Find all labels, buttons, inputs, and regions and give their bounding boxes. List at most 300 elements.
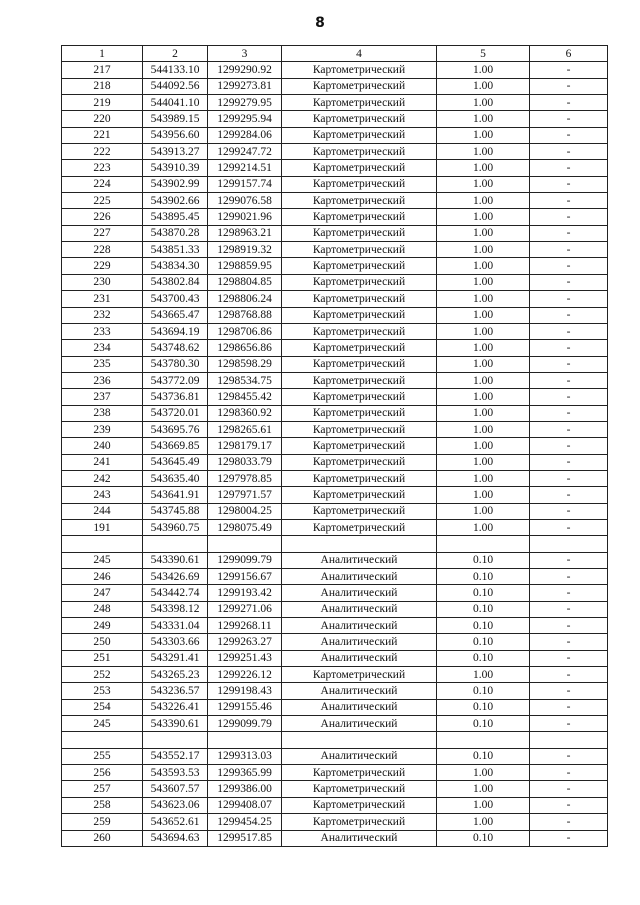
table-cell: 1.00: [437, 144, 530, 160]
table-cell: 1299365.99: [208, 765, 282, 781]
table-cell: 1.00: [437, 454, 530, 470]
table-cell: 543720.01: [143, 405, 208, 421]
table-cell: 0.10: [437, 748, 530, 764]
table-row: [62, 176, 608, 192]
table-cell: 1.00: [437, 274, 530, 290]
table-cell: 1299156.67: [208, 569, 282, 585]
table-row: [62, 421, 608, 437]
table-cell: 543265.23: [143, 667, 208, 683]
page-number: 8: [315, 15, 325, 31]
table-cell: 1.00: [437, 193, 530, 209]
table-cell: Аналитический: [282, 650, 437, 666]
table-cell: 543851.33: [143, 242, 208, 258]
table-cell: 1.00: [437, 78, 530, 94]
table-cell: 1299408.07: [208, 797, 282, 813]
table-cell: -: [530, 830, 608, 846]
table-cell: -: [530, 470, 608, 486]
table-cell: 256: [62, 765, 143, 781]
table-cell: 544092.56: [143, 78, 208, 94]
table-cell: -: [530, 307, 608, 323]
table-cell: 1298804.85: [208, 274, 282, 290]
column-header: 5: [437, 46, 530, 62]
table-cell: 543390.61: [143, 552, 208, 568]
table-row: [62, 225, 608, 241]
table-cell: 543635.40: [143, 470, 208, 486]
table-cell: 1.00: [437, 405, 530, 421]
table-cell: Аналитический: [282, 683, 437, 699]
table-cell: 257: [62, 781, 143, 797]
table-cell: -: [530, 634, 608, 650]
table-cell: 1298598.29: [208, 356, 282, 372]
table-cell: Аналитический: [282, 830, 437, 846]
table-cell: 543870.28: [143, 225, 208, 241]
table-cell: 0.10: [437, 716, 530, 732]
table-cell: 543700.43: [143, 291, 208, 307]
table-cell: 1.00: [437, 127, 530, 143]
table-row: [62, 389, 608, 405]
table-cell: Аналитический: [282, 716, 437, 732]
table-cell: Картометрический: [282, 356, 437, 372]
table-row: [62, 454, 608, 470]
table-cell: 1.00: [437, 62, 530, 78]
table-cell: 543226.41: [143, 699, 208, 715]
table-cell: 1.00: [437, 242, 530, 258]
table-cell: Картометрический: [282, 258, 437, 274]
table-cell: Аналитический: [282, 569, 437, 585]
table-cell: 1299021.96: [208, 209, 282, 225]
table-cell: -: [530, 454, 608, 470]
table-cell: 0.10: [437, 585, 530, 601]
table-cell: 234: [62, 340, 143, 356]
table-cell: 1299076.58: [208, 193, 282, 209]
table-cell: Картометрический: [282, 405, 437, 421]
table-cell: Картометрический: [282, 519, 437, 535]
table-cell: Аналитический: [282, 748, 437, 764]
table-cell: 543331.04: [143, 618, 208, 634]
table-cell: [208, 536, 282, 552]
table-cell: 251: [62, 650, 143, 666]
table-row: [62, 487, 608, 503]
table-cell: Картометрический: [282, 111, 437, 127]
table-cell: [530, 732, 608, 748]
table-cell: 227: [62, 225, 143, 241]
table-cell: -: [530, 748, 608, 764]
table-row: [62, 699, 608, 715]
table-cell: 1298179.17: [208, 438, 282, 454]
table-row: [62, 585, 608, 601]
table-cell: 1.00: [437, 323, 530, 339]
table-cell: 244: [62, 503, 143, 519]
table-body: [62, 62, 608, 847]
table-cell: 1299263.27: [208, 634, 282, 650]
table-cell: -: [530, 650, 608, 666]
table-cell: 1299517.85: [208, 830, 282, 846]
table-cell: 543303.66: [143, 634, 208, 650]
table-cell: 543623.06: [143, 797, 208, 813]
table-cell: -: [530, 144, 608, 160]
table-cell: [282, 732, 437, 748]
table-cell: 241: [62, 454, 143, 470]
table-cell: [282, 536, 437, 552]
table-cell: -: [530, 438, 608, 454]
table-cell: 1299198.43: [208, 683, 282, 699]
table-cell: 233: [62, 323, 143, 339]
table-cell: 1299251.43: [208, 650, 282, 666]
table-cell: 543652.61: [143, 814, 208, 830]
table-cell: 543291.41: [143, 650, 208, 666]
table-cell: -: [530, 781, 608, 797]
table-cell: 1298265.61: [208, 421, 282, 437]
table-cell: 258: [62, 797, 143, 813]
table-cell: [62, 732, 143, 748]
table-cell: 543694.19: [143, 323, 208, 339]
table-cell: -: [530, 487, 608, 503]
table-cell: Картометрический: [282, 176, 437, 192]
table-cell: [437, 732, 530, 748]
table-cell: Картометрический: [282, 797, 437, 813]
table-cell: 248: [62, 601, 143, 617]
table-cell: 1298534.75: [208, 372, 282, 388]
table-row: [62, 519, 608, 535]
table-cell: 543989.15: [143, 111, 208, 127]
table-row: [62, 62, 608, 78]
table-cell: 0.10: [437, 634, 530, 650]
table-cell: 245: [62, 552, 143, 568]
table-cell: 1.00: [437, 176, 530, 192]
table-cell: 0.10: [437, 650, 530, 666]
table-cell: 543772.09: [143, 372, 208, 388]
table-cell: 1299279.95: [208, 95, 282, 111]
table-cell: 249: [62, 618, 143, 634]
table-cell: Картометрический: [282, 781, 437, 797]
table-cell: -: [530, 765, 608, 781]
table-cell: 229: [62, 258, 143, 274]
table-row: [62, 650, 608, 666]
table-cell: 225: [62, 193, 143, 209]
table-row: [62, 830, 608, 846]
table-row: [62, 193, 608, 209]
table-cell: 543442.74: [143, 585, 208, 601]
table-cell: 1299099.79: [208, 716, 282, 732]
table-cell: 1299454.25: [208, 814, 282, 830]
table-row: [62, 78, 608, 94]
table-cell: Картометрический: [282, 95, 437, 111]
table-row: [62, 618, 608, 634]
table-cell: 543956.60: [143, 127, 208, 143]
table-cell: 543834.30: [143, 258, 208, 274]
table-cell: Картометрический: [282, 307, 437, 323]
table-cell: 1.00: [437, 307, 530, 323]
table-cell: 1.00: [437, 421, 530, 437]
table-cell: [437, 536, 530, 552]
table-row: [62, 291, 608, 307]
table-cell: 250: [62, 634, 143, 650]
table-cell: 0.10: [437, 569, 530, 585]
table-row: [62, 95, 608, 111]
table-cell: 1299193.42: [208, 585, 282, 601]
table-cell: 543736.81: [143, 389, 208, 405]
table-cell: [208, 732, 282, 748]
table-cell: Картометрический: [282, 127, 437, 143]
table-cell: Картометрический: [282, 323, 437, 339]
table-row: [62, 797, 608, 813]
table-cell: 1.00: [437, 667, 530, 683]
table-cell: [62, 536, 143, 552]
table-cell: 1.00: [437, 389, 530, 405]
table-cell: -: [530, 716, 608, 732]
table-cell: 239: [62, 421, 143, 437]
table-cell: -: [530, 667, 608, 683]
table-cell: Аналитический: [282, 601, 437, 617]
table-row: [62, 781, 608, 797]
column-header: 1: [62, 46, 143, 62]
table-cell: -: [530, 176, 608, 192]
table-cell: -: [530, 291, 608, 307]
table-cell: Аналитический: [282, 634, 437, 650]
table-cell: [530, 536, 608, 552]
table-cell: 223: [62, 160, 143, 176]
table-cell: -: [530, 585, 608, 601]
table-row: [62, 683, 608, 699]
table-cell: Картометрический: [282, 667, 437, 683]
table-cell: 1.00: [437, 487, 530, 503]
table-cell: 543694.63: [143, 830, 208, 846]
table-cell: 1299313.03: [208, 748, 282, 764]
table-cell: 543913.27: [143, 144, 208, 160]
table-cell: Картометрический: [282, 62, 437, 78]
table-cell: Картометрический: [282, 291, 437, 307]
table-cell: 1299273.81: [208, 78, 282, 94]
table-cell: -: [530, 552, 608, 568]
table-cell: 1.00: [437, 519, 530, 535]
table-cell: 226: [62, 209, 143, 225]
table-row: [62, 209, 608, 225]
table-cell: 254: [62, 699, 143, 715]
table-cell: 1.00: [437, 372, 530, 388]
table-cell: 230: [62, 274, 143, 290]
table-cell: -: [530, 242, 608, 258]
table-cell: 218: [62, 78, 143, 94]
table-cell: 232: [62, 307, 143, 323]
table-cell: -: [530, 225, 608, 241]
table-cell: 1.00: [437, 225, 530, 241]
table-cell: 1299247.72: [208, 144, 282, 160]
table-cell: Картометрический: [282, 503, 437, 519]
table-cell: -: [530, 699, 608, 715]
table-cell: 1.00: [437, 781, 530, 797]
table-row: [62, 356, 608, 372]
table-row: [62, 748, 608, 764]
table-cell: Картометрический: [282, 78, 437, 94]
table-cell: 219: [62, 95, 143, 111]
table-row: [62, 601, 608, 617]
table-cell: 1298768.88: [208, 307, 282, 323]
table-cell: -: [530, 569, 608, 585]
table-cell: -: [530, 323, 608, 339]
table-cell: -: [530, 601, 608, 617]
table-cell: -: [530, 814, 608, 830]
table-cell: 1297978.85: [208, 470, 282, 486]
table-cell: 0.10: [437, 699, 530, 715]
table-cell: 1299295.94: [208, 111, 282, 127]
table-cell: -: [530, 683, 608, 699]
table-row: [62, 667, 608, 683]
table-cell: 1.00: [437, 111, 530, 127]
table-cell: Картометрический: [282, 340, 437, 356]
table-cell: Картометрический: [282, 421, 437, 437]
table-cell: 217: [62, 62, 143, 78]
table-cell: Картометрический: [282, 209, 437, 225]
table-row: [62, 732, 608, 748]
table-cell: 1.00: [437, 258, 530, 274]
table-cell: -: [530, 95, 608, 111]
table-cell: 1299155.46: [208, 699, 282, 715]
table-row: [62, 144, 608, 160]
table-cell: 543902.99: [143, 176, 208, 192]
column-header: 6: [530, 46, 608, 62]
table-cell: 236: [62, 372, 143, 388]
table-cell: 1298075.49: [208, 519, 282, 535]
table-row: [62, 242, 608, 258]
table-cell: 1.00: [437, 438, 530, 454]
table-cell: Картометрический: [282, 144, 437, 160]
table-cell: Картометрический: [282, 454, 437, 470]
table-cell: -: [530, 519, 608, 535]
table-cell: 1.00: [437, 209, 530, 225]
table-cell: 1299284.06: [208, 127, 282, 143]
table-cell: 1.00: [437, 797, 530, 813]
table-cell: 1298360.92: [208, 405, 282, 421]
table-cell: Картометрический: [282, 765, 437, 781]
table-cell: 245: [62, 716, 143, 732]
table-row: [62, 340, 608, 356]
table-cell: 1298455.42: [208, 389, 282, 405]
table-cell: 543748.62: [143, 340, 208, 356]
table-cell: 1299099.79: [208, 552, 282, 568]
table-cell: 1299157.74: [208, 176, 282, 192]
table-cell: 543665.47: [143, 307, 208, 323]
table-cell: 1.00: [437, 340, 530, 356]
table-cell: 543802.84: [143, 274, 208, 290]
table-cell: -: [530, 356, 608, 372]
table-cell: 1297971.57: [208, 487, 282, 503]
table-cell: 0.10: [437, 552, 530, 568]
column-header: 3: [208, 46, 282, 62]
table-row: [62, 716, 608, 732]
column-header: 2: [143, 46, 208, 62]
table-cell: 0.10: [437, 601, 530, 617]
table-cell: 191: [62, 519, 143, 535]
table-cell: -: [530, 618, 608, 634]
table-cell: 543552.17: [143, 748, 208, 764]
table-row: [62, 814, 608, 830]
table-cell: 228: [62, 242, 143, 258]
table-cell: -: [530, 193, 608, 209]
table-cell: -: [530, 209, 608, 225]
table-cell: 544133.10: [143, 62, 208, 78]
table-cell: 260: [62, 830, 143, 846]
table-cell: 543695.76: [143, 421, 208, 437]
table-cell: 237: [62, 389, 143, 405]
table-cell: 1298919.32: [208, 242, 282, 258]
table-cell: 1.00: [437, 470, 530, 486]
table-cell: 242: [62, 470, 143, 486]
table-cell: 1.00: [437, 814, 530, 830]
table-row: [62, 470, 608, 486]
table-cell: 252: [62, 667, 143, 683]
table-cell: 255: [62, 748, 143, 764]
table-cell: Картометрический: [282, 274, 437, 290]
table-cell: Картометрический: [282, 470, 437, 486]
table-cell: Картометрический: [282, 225, 437, 241]
table-cell: 1.00: [437, 160, 530, 176]
table-cell: Аналитический: [282, 585, 437, 601]
table-cell: 543607.57: [143, 781, 208, 797]
table-cell: -: [530, 111, 608, 127]
table-header-row: [62, 46, 608, 62]
table-cell: 1299386.00: [208, 781, 282, 797]
table-cell: 543910.39: [143, 160, 208, 176]
table-cell: 1299271.06: [208, 601, 282, 617]
table-cell: 1299226.12: [208, 667, 282, 683]
table-row: [62, 307, 608, 323]
table-cell: 1298806.24: [208, 291, 282, 307]
table-cell: 543895.45: [143, 209, 208, 225]
table-cell: 543669.85: [143, 438, 208, 454]
table-row: [62, 569, 608, 585]
table-cell: 1299268.11: [208, 618, 282, 634]
table-cell: 1.00: [437, 503, 530, 519]
table-cell: 543745.88: [143, 503, 208, 519]
table-cell: Картометрический: [282, 487, 437, 503]
table-cell: 1.00: [437, 291, 530, 307]
table-cell: 253: [62, 683, 143, 699]
table-row: [62, 274, 608, 290]
table-cell: -: [530, 797, 608, 813]
table-cell: -: [530, 503, 608, 519]
table-row: [62, 111, 608, 127]
table-cell: -: [530, 62, 608, 78]
column-header: 4: [282, 46, 437, 62]
table-row: [62, 127, 608, 143]
table-cell: -: [530, 78, 608, 94]
table-cell: 247: [62, 585, 143, 601]
table-cell: [143, 536, 208, 552]
table-cell: 544041.10: [143, 95, 208, 111]
table-cell: 246: [62, 569, 143, 585]
table-cell: 1299214.51: [208, 160, 282, 176]
table-cell: -: [530, 274, 608, 290]
table-cell: 1298859.95: [208, 258, 282, 274]
table-row: [62, 323, 608, 339]
table-cell: -: [530, 405, 608, 421]
table-row: [62, 552, 608, 568]
table-cell: 1298004.25: [208, 503, 282, 519]
table-cell: -: [530, 127, 608, 143]
table-cell: Аналитический: [282, 618, 437, 634]
table-cell: 259: [62, 814, 143, 830]
table-row: [62, 372, 608, 388]
table-row: [62, 634, 608, 650]
table-cell: [143, 732, 208, 748]
table-cell: Картометрический: [282, 242, 437, 258]
table-cell: 231: [62, 291, 143, 307]
table-cell: 543960.75: [143, 519, 208, 535]
table-cell: 1298656.86: [208, 340, 282, 356]
table-cell: -: [530, 372, 608, 388]
table-cell: -: [530, 389, 608, 405]
table-cell: 1298963.21: [208, 225, 282, 241]
